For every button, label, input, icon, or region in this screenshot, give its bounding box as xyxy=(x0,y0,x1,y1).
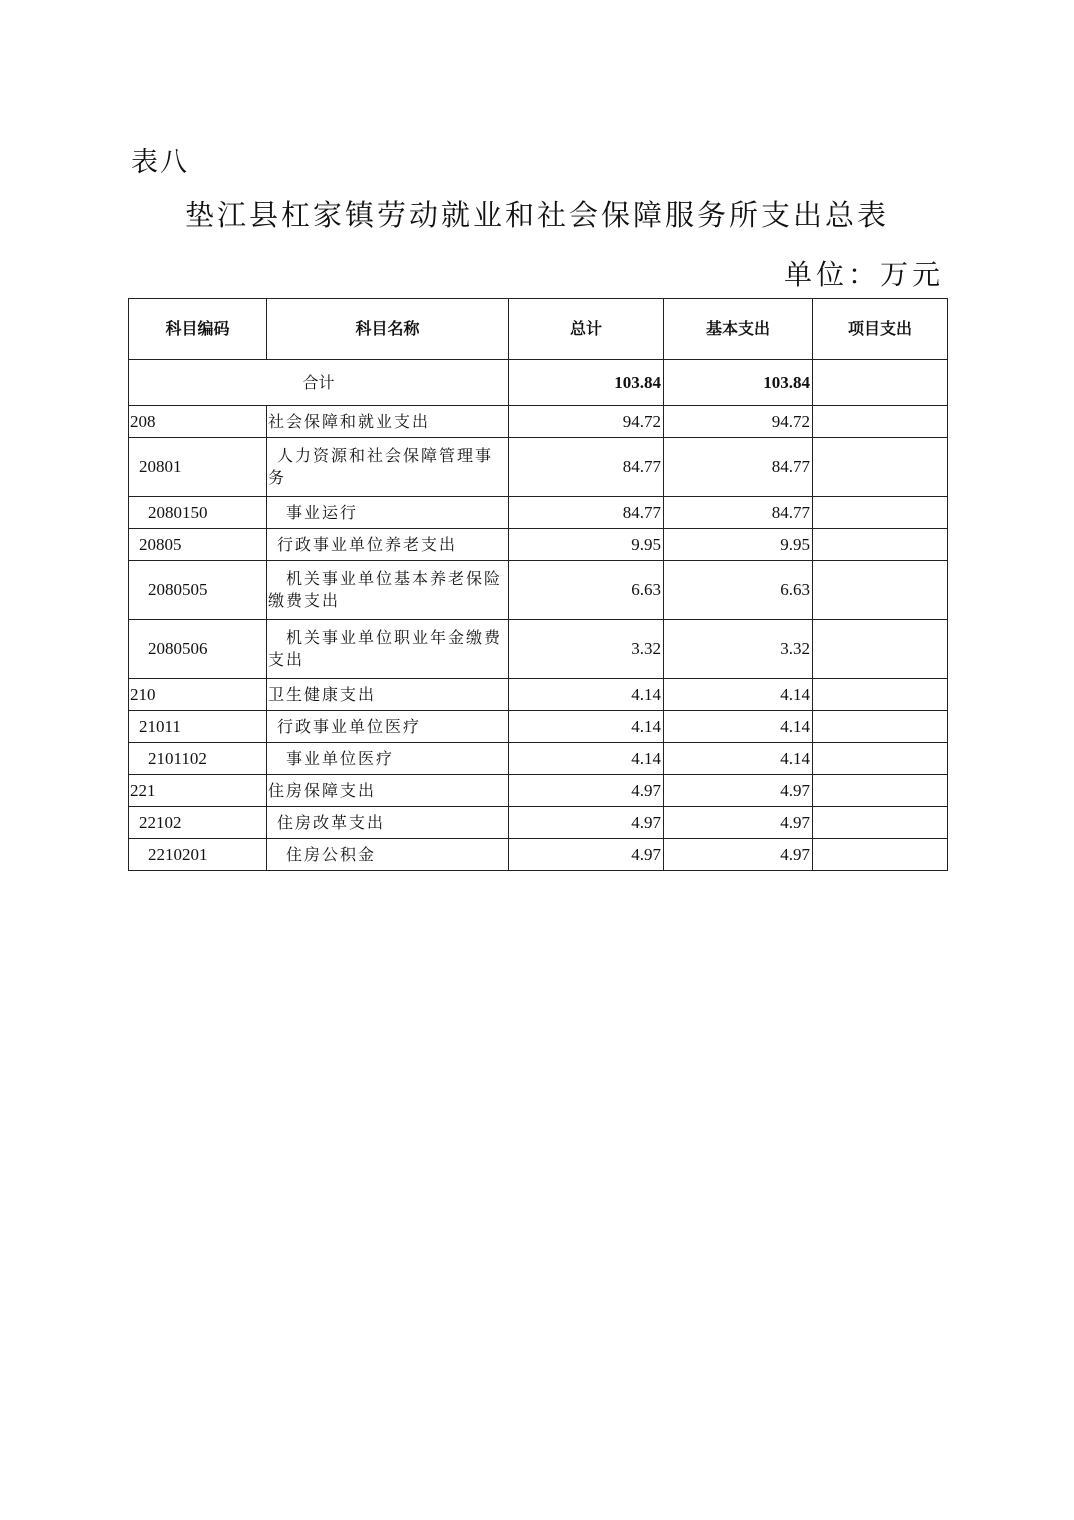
row-name: 人力资源和社会保障管理事务 xyxy=(267,438,509,497)
total-label: 合计 xyxy=(129,360,509,406)
row-project xyxy=(813,807,948,839)
row-code: 2080506 xyxy=(129,620,267,679)
row-name: 事业单位医疗 xyxy=(267,743,509,775)
row-basic: 4.14 xyxy=(664,711,813,743)
row-total: 4.97 xyxy=(509,775,664,807)
row-total: 84.77 xyxy=(509,438,664,497)
row-basic: 3.32 xyxy=(664,620,813,679)
row-total: 6.63 xyxy=(509,561,664,620)
row-total: 94.72 xyxy=(509,406,664,438)
row-total: 4.97 xyxy=(509,839,664,871)
row-name: 事业运行 xyxy=(267,497,509,529)
row-name: 住房改革支出 xyxy=(267,807,509,839)
table-row xyxy=(129,438,948,497)
row-project xyxy=(813,839,948,871)
row-total: 3.32 xyxy=(509,620,664,679)
row-project xyxy=(813,561,948,620)
row-project xyxy=(813,679,948,711)
row-total: 4.14 xyxy=(509,679,664,711)
row-name: 机关事业单位职业年金缴费支出 xyxy=(267,620,509,679)
col-header-basic: 基本支出 xyxy=(664,299,813,360)
table-row xyxy=(129,620,948,679)
total-row xyxy=(129,360,948,406)
row-basic: 94.72 xyxy=(664,406,813,438)
row-project xyxy=(813,406,948,438)
row-total: 4.14 xyxy=(509,743,664,775)
row-code: 20801 xyxy=(129,438,267,497)
col-header-name: 科目名称 xyxy=(267,299,509,360)
row-basic: 9.95 xyxy=(664,529,813,561)
table-row xyxy=(129,775,948,807)
row-code: 2080505 xyxy=(129,561,267,620)
row-basic: 6.63 xyxy=(664,561,813,620)
row-basic: 4.14 xyxy=(664,679,813,711)
row-project xyxy=(813,438,948,497)
row-basic: 4.97 xyxy=(664,839,813,871)
row-project xyxy=(813,497,948,529)
unit-label: 单位：万元 xyxy=(783,258,944,291)
row-code: 221 xyxy=(129,775,267,807)
table-number-label: 表八 xyxy=(131,147,189,178)
row-name: 行政事业单位养老支出 xyxy=(267,529,509,561)
table-row xyxy=(129,807,948,839)
row-basic: 4.97 xyxy=(664,807,813,839)
row-name: 行政事业单位医疗 xyxy=(267,711,509,743)
row-code: 2210201 xyxy=(129,839,267,871)
document-title: 垫江县杠家镇劳动就业和社会保障服务所支出总表 xyxy=(184,198,889,232)
table-row xyxy=(129,743,948,775)
table-row xyxy=(129,529,948,561)
row-total: 84.77 xyxy=(509,497,664,529)
table-row xyxy=(129,406,948,438)
row-project xyxy=(813,775,948,807)
row-code: 210 xyxy=(129,679,267,711)
row-project xyxy=(813,620,948,679)
row-name: 住房保障支出 xyxy=(267,775,509,807)
row-total: 4.97 xyxy=(509,807,664,839)
row-basic: 84.77 xyxy=(664,438,813,497)
table-row xyxy=(129,711,948,743)
row-total: 4.14 xyxy=(509,711,664,743)
total-amount: 103.84 xyxy=(509,360,664,406)
table-row xyxy=(129,679,948,711)
row-code: 2101102 xyxy=(129,743,267,775)
row-project xyxy=(813,529,948,561)
row-basic: 4.14 xyxy=(664,743,813,775)
table-row xyxy=(129,497,948,529)
col-header-project: 项目支出 xyxy=(813,299,948,360)
row-name: 卫生健康支出 xyxy=(267,679,509,711)
row-name: 社会保障和就业支出 xyxy=(267,406,509,438)
row-project xyxy=(813,743,948,775)
table-row xyxy=(129,839,948,871)
total-basic: 103.84 xyxy=(664,360,813,406)
row-basic: 84.77 xyxy=(664,497,813,529)
row-basic: 4.97 xyxy=(664,775,813,807)
row-name: 住房公积金 xyxy=(267,839,509,871)
row-code: 2080150 xyxy=(129,497,267,529)
table-header-row xyxy=(129,299,948,360)
row-project xyxy=(813,711,948,743)
row-code: 21011 xyxy=(129,711,267,743)
row-name: 机关事业单位基本养老保险缴费支出 xyxy=(267,561,509,620)
col-header-code: 科目编码 xyxy=(129,299,267,360)
expenditure-table xyxy=(128,298,948,871)
table-row xyxy=(129,561,948,620)
row-code: 208 xyxy=(129,406,267,438)
col-header-total: 总计 xyxy=(509,299,664,360)
row-code: 20805 xyxy=(129,529,267,561)
row-code: 22102 xyxy=(129,807,267,839)
row-total: 9.95 xyxy=(509,529,664,561)
total-project xyxy=(813,360,948,406)
